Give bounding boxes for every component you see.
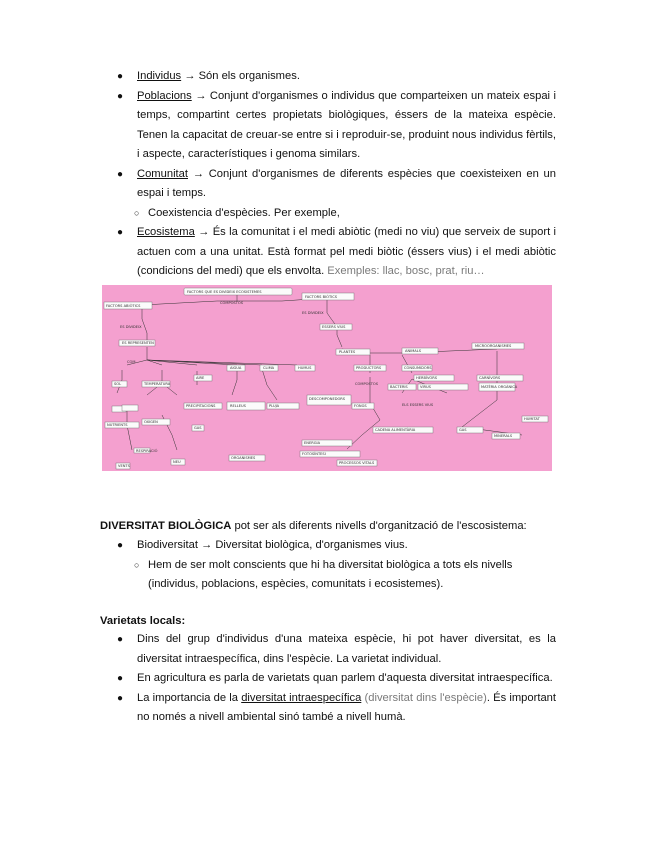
svg-text:HUMITAT: HUMITAT — [524, 417, 540, 421]
hollow-bullet: ○ — [134, 207, 140, 218]
svg-text:HERBÍVORS: HERBÍVORS — [416, 376, 437, 380]
svg-text:CLIMA: CLIMA — [263, 366, 275, 370]
svg-text:AIRE: AIRE — [196, 376, 205, 380]
section-heading: DIVERSITAT BIOLÒGICA pot ser als diferents nivells d'organització de l'escosistema: — [100, 520, 527, 532]
svg-text:HUMUS: HUMUS — [298, 366, 312, 370]
section-heading: Varietats locals: — [100, 615, 186, 627]
biodiversity-list — [113, 536, 556, 595]
map-connectors — [117, 293, 522, 450]
svg-text:FACTORS QUE ES DIVIDEIX ECOSIS: FACTORS QUE ES DIVIDEIX ECOSISTEMES — [187, 290, 262, 294]
list-item: ● Biodiversitat → Diversitat biològica, d'organismes vius. — [113, 536, 556, 556]
svg-text:ES REPRESENTEN: ES REPRESENTEN — [122, 341, 154, 345]
sub-list-item: ○ Coexistencia d'espècies. Per exemple, — [113, 204, 556, 224]
svg-text:RESPIRACIÓ: RESPIRACIÓ — [136, 449, 158, 453]
term-individus: Individus — [137, 70, 182, 82]
local-varieties-list — [113, 630, 556, 728]
svg-text:ESSERS VIUS: ESSERS VIUS — [322, 325, 346, 329]
svg-text:COMPOSTOS: COMPOSTOS — [355, 382, 379, 386]
ecosystem-concept-map — [102, 285, 552, 471]
svg-text:GAS: GAS — [194, 426, 202, 430]
bullet: ● — [117, 168, 124, 180]
svg-text:RELLEUS: RELLEUS — [230, 404, 246, 408]
svg-text:SOL: SOL — [114, 382, 122, 386]
svg-text:DESCOMPONEDORS: DESCOMPONEDORS — [309, 397, 346, 401]
svg-text:ANIMALS: ANIMALS — [405, 349, 422, 353]
svg-text:FOTOSÍNTESI: FOTOSÍNTESI — [302, 452, 326, 456]
list-item: ● Dins del grup d'individus d'una mateixa espècie, hi pot haver diversitat, es la diversitat intraespecífica, dins l'espècie. La varietat individual. — [113, 630, 556, 669]
bullet: ● — [117, 673, 124, 684]
svg-text:BACTERIS: BACTERIS — [390, 385, 408, 389]
list-item: ● Poblacions → Conjunt d'organismes o individus que comparteixen un mateix espai i temps, compartint certes propietats biològiques, éssers de la mateixa espècie. Tenen la capacitat de creuar-se entre si i reproduir-se, produint nous individus fèrtils, i aspecte, característiques i genoma similars. — [113, 87, 556, 165]
svg-text:CADENA ALIMENTÀRIA: CADENA ALIMENTÀRIA — [375, 428, 416, 432]
list-item: ● En agricultura es parla de varietats quan parlem d'aquesta diversitat intraespecífica. — [113, 669, 556, 689]
svg-text:ES DIVIDEIX: ES DIVIDEIX — [302, 311, 324, 315]
svg-text:FACTORS BIÒTICS: FACTORS BIÒTICS — [305, 295, 337, 299]
ecology-levels-list — [113, 67, 556, 282]
concept-map-graphic — [102, 285, 552, 471]
svg-text:FONGS: FONGS — [354, 404, 367, 408]
svg-text:AIGUA: AIGUA — [230, 366, 242, 370]
svg-text:VIRUS: VIRUS — [420, 385, 431, 389]
term-comunitat: Comunitat — [137, 167, 188, 180]
svg-text:CONSUMIDORS: CONSUMIDORS — [404, 366, 432, 370]
term-poblacions: Poblacions — [137, 89, 192, 102]
svg-text:MATÈRIA ORGÀNICA: MATÈRIA ORGÀNICA — [481, 385, 518, 389]
svg-text:PROCESSOS VITALS: PROCESSOS VITALS — [339, 461, 375, 465]
term-diversitat-intraespecifica: diversitat intraespecífica — [241, 691, 362, 704]
list-item: ● Individus → Són els organismes. — [113, 67, 556, 87]
bullet: ● — [117, 540, 124, 551]
svg-text:ES DIVIDEIX: ES DIVIDEIX — [120, 325, 142, 329]
svg-text:MICROORGANISMES: MICROORGANISMES — [475, 344, 512, 348]
svg-text:PRODUCTORS: PRODUCTORS — [356, 366, 382, 370]
svg-text:ENERGIA: ENERGIA — [304, 441, 321, 445]
svg-text:TEMPERATURA: TEMPERATURA — [144, 382, 171, 386]
svg-text:GAS: GAS — [459, 428, 467, 432]
svg-text:ELS ESSERS VIUS: ELS ESSERS VIUS — [402, 403, 434, 407]
svg-text:PLUJA: PLUJA — [269, 404, 280, 408]
list-item: ● Ecosistema → És la comunitat i el medi abiòtic (medi no viu) que serveix de suport i actuen com a una unitat. Està format pel medi biòtic (éssers vius) i el medi abiòtic (condicions del medi) que els envolta. Exemples: llac, bosc, prat, riu… — [113, 223, 556, 282]
examples-text: Exemples: llac, bosc, prat, riu… — [327, 265, 485, 277]
sub-list-item: ○ Hem de ser molt conscients que hi ha diversitat biològica a tots els nivells (individus, poblacions, espècies, comunitats i ecosistemes). — [113, 556, 556, 595]
svg-text:ORGANISMES: ORGANISMES — [231, 456, 256, 460]
hollow-bullet: ○ — [134, 559, 140, 570]
list-item: ● Comunitat → Conjunt d'organismes de diferents espècies que coexisteixen en un espai i temps. — [113, 165, 556, 204]
svg-text:COM: COM — [127, 360, 136, 364]
svg-text:CARNÍVORS: CARNÍVORS — [479, 376, 501, 380]
svg-text:PLANTES: PLANTES — [339, 350, 356, 354]
bullet: ● — [117, 71, 124, 82]
term-ecosistema: Ecosistema — [137, 226, 195, 238]
svg-text:COMPOSTOS: COMPOSTOS — [220, 301, 244, 305]
list-item: ● La importancia de la diversitat intraespecífica (diversitat dins l'espècie). És important no només a nivell ambiental sinó també a nivell humà. — [113, 689, 556, 728]
bullet: ● — [117, 227, 124, 238]
svg-text:NEU: NEU — [173, 460, 181, 464]
svg-text:MINERALS: MINERALS — [494, 434, 513, 438]
bullet: ● — [117, 634, 124, 645]
svg-text:OXIGEN: OXIGEN — [144, 420, 158, 424]
svg-text:FACTORS ABIÒTICS: FACTORS ABIÒTICS — [106, 304, 141, 308]
svg-text:VENTS: VENTS — [118, 464, 130, 468]
bullet: ● — [117, 692, 124, 704]
svg-text:NUTRIENTS: NUTRIENTS — [107, 423, 128, 427]
bullet: ● — [117, 90, 124, 102]
svg-text:PRECIPITACIONS: PRECIPITACIONS — [186, 404, 216, 408]
